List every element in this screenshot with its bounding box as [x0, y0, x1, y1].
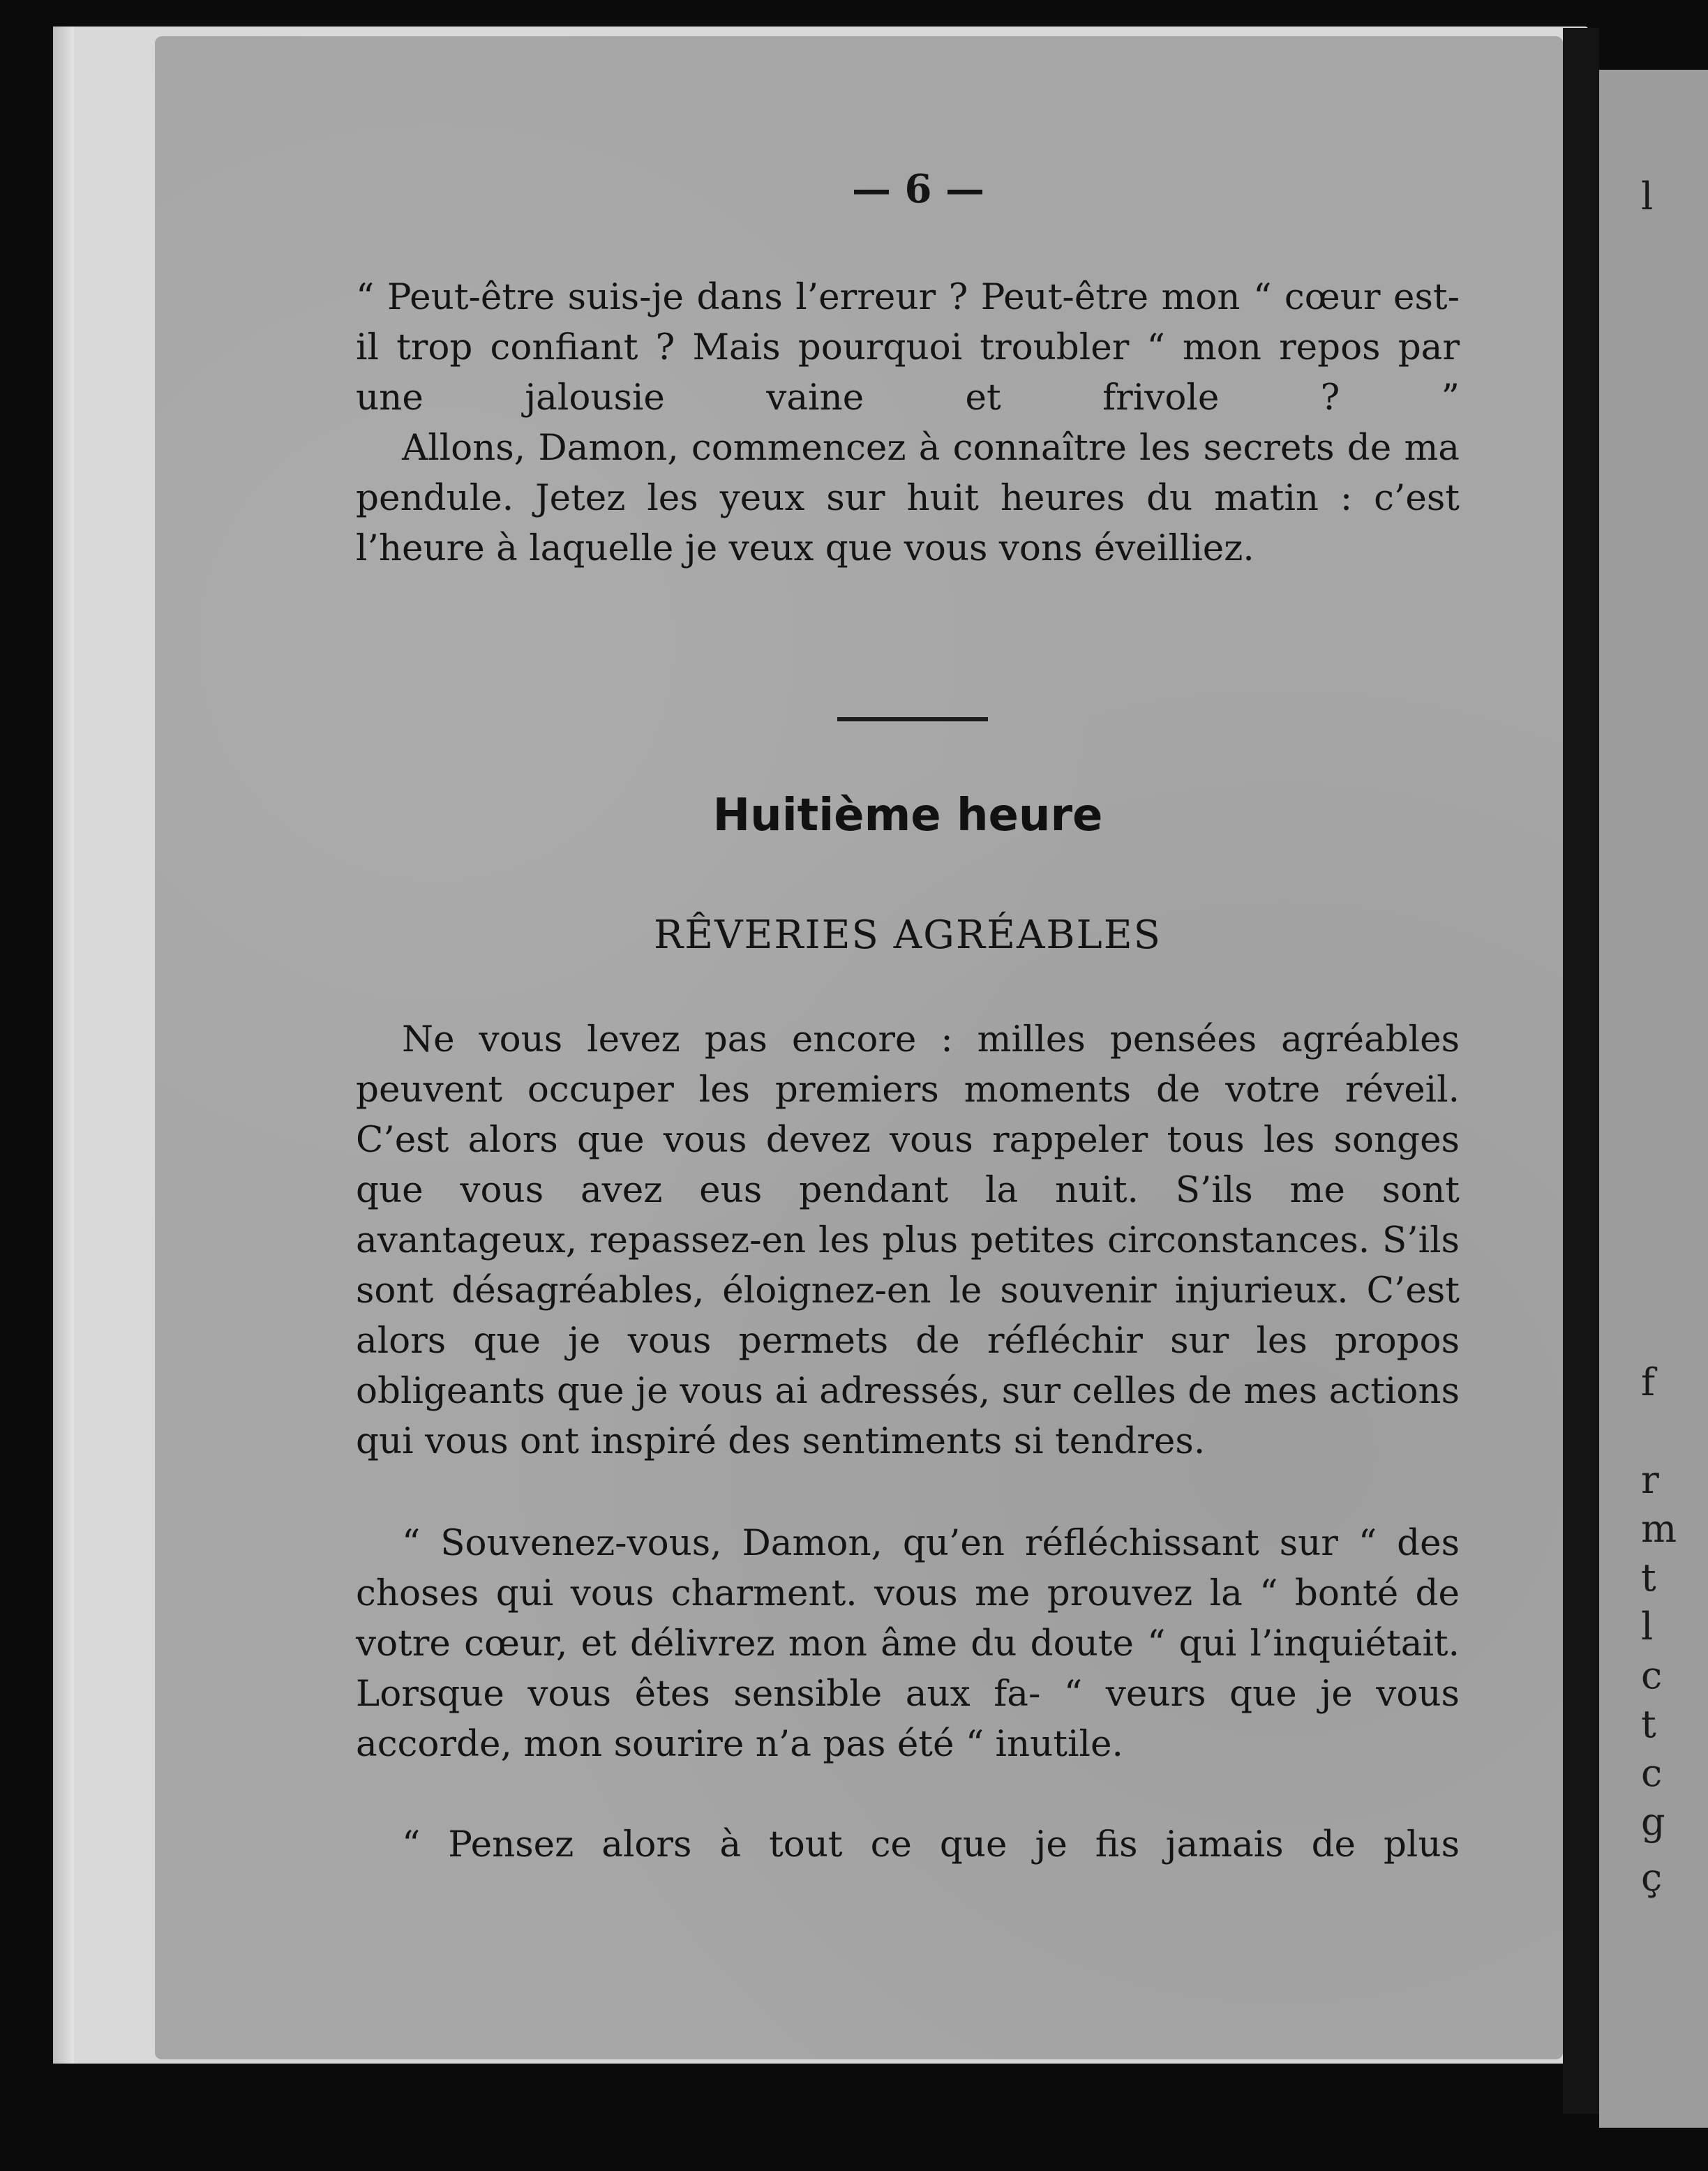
paragraph-quote-1 — [356, 272, 1460, 423]
next-page-fragment: l — [1641, 1605, 1654, 1648]
paragraph-text: “ Peut-être suis-je dans l’erreur ? Peut-être mon “ cœur est-il trop confiant ? Mais pourquoi troubler “ mon repos par une jalousie vaine et frivole ? ” — [356, 276, 1460, 419]
page-gutter — [1563, 28, 1599, 2114]
next-page-fragment: f — [1641, 1360, 1655, 1404]
next-page-fragment: t — [1641, 1556, 1656, 1600]
next-page-fragment: c — [1641, 1751, 1663, 1795]
paragraph-text: Ne vous levez pas encore : milles pensées agréables peuvent occuper les premiers moments de votre réveil. C’est alors que vous devez vous rappeler tous les songes que vous avez eus pendant la nuit. S’ils me sont avantageux, repassez-en les plus petites circonstances. S’ils sont désagréables, éloignez-en le souvenir injurieux. C’est alors que je vous permets de réfléchir sur les propos obligeants que je vous ai adressés, sur celles de mes actions qui vous ont inspiré des sentiments si tendres. — [356, 1019, 1460, 1462]
paragraph-text: Allons, Damon, commencez à connaître les secrets de ma pendule. Jetez les yeux sur huit heures du matin : c’est l’heure à laquelle je veux que vous vons éveilliez. — [356, 427, 1460, 569]
paragraph-allons — [356, 423, 1460, 573]
section-subtitle: RÊVERIES AGRÉABLES — [654, 912, 1162, 958]
next-page-fragment: g — [1641, 1800, 1665, 1844]
paragraph-reveil — [356, 1014, 1460, 1466]
page-number: — 6 — — [852, 166, 984, 212]
next-page-edge — [1599, 70, 1708, 2128]
next-page-fragment: r — [1641, 1458, 1659, 1502]
paragraph-text: “ Pensez alors à tout ce que je fis jamais de plus — [402, 1824, 1460, 1865]
backing-sheet-edge — [53, 27, 74, 2064]
next-page-fragment: m — [1641, 1507, 1677, 1551]
next-page-fragment: ç — [1641, 1856, 1663, 1900]
section-separator-rule — [837, 717, 988, 721]
section-title: Huitième heure — [712, 790, 1103, 841]
paragraph-text: “ Souvenez-vous, Damon, qu’en réfléchissant sur “ des choses qui vous charment. vous me prouvez la “ bonté de votre cœur, et délivrez mon âme du doute “ qui l’inquiétait. Lorsque vous êtes sensible aux fa- “ veurs que je vous accorde, mon sourire n’a pas été “ inutile. — [356, 1522, 1460, 1765]
paragraph-quote-pensez — [356, 1819, 1460, 1870]
next-page-fragment: l — [1641, 174, 1654, 218]
next-page-fragment: c — [1641, 1653, 1663, 1697]
next-page-fragment: t — [1641, 1702, 1656, 1746]
paragraph-quote-souvenez — [356, 1518, 1460, 1769]
